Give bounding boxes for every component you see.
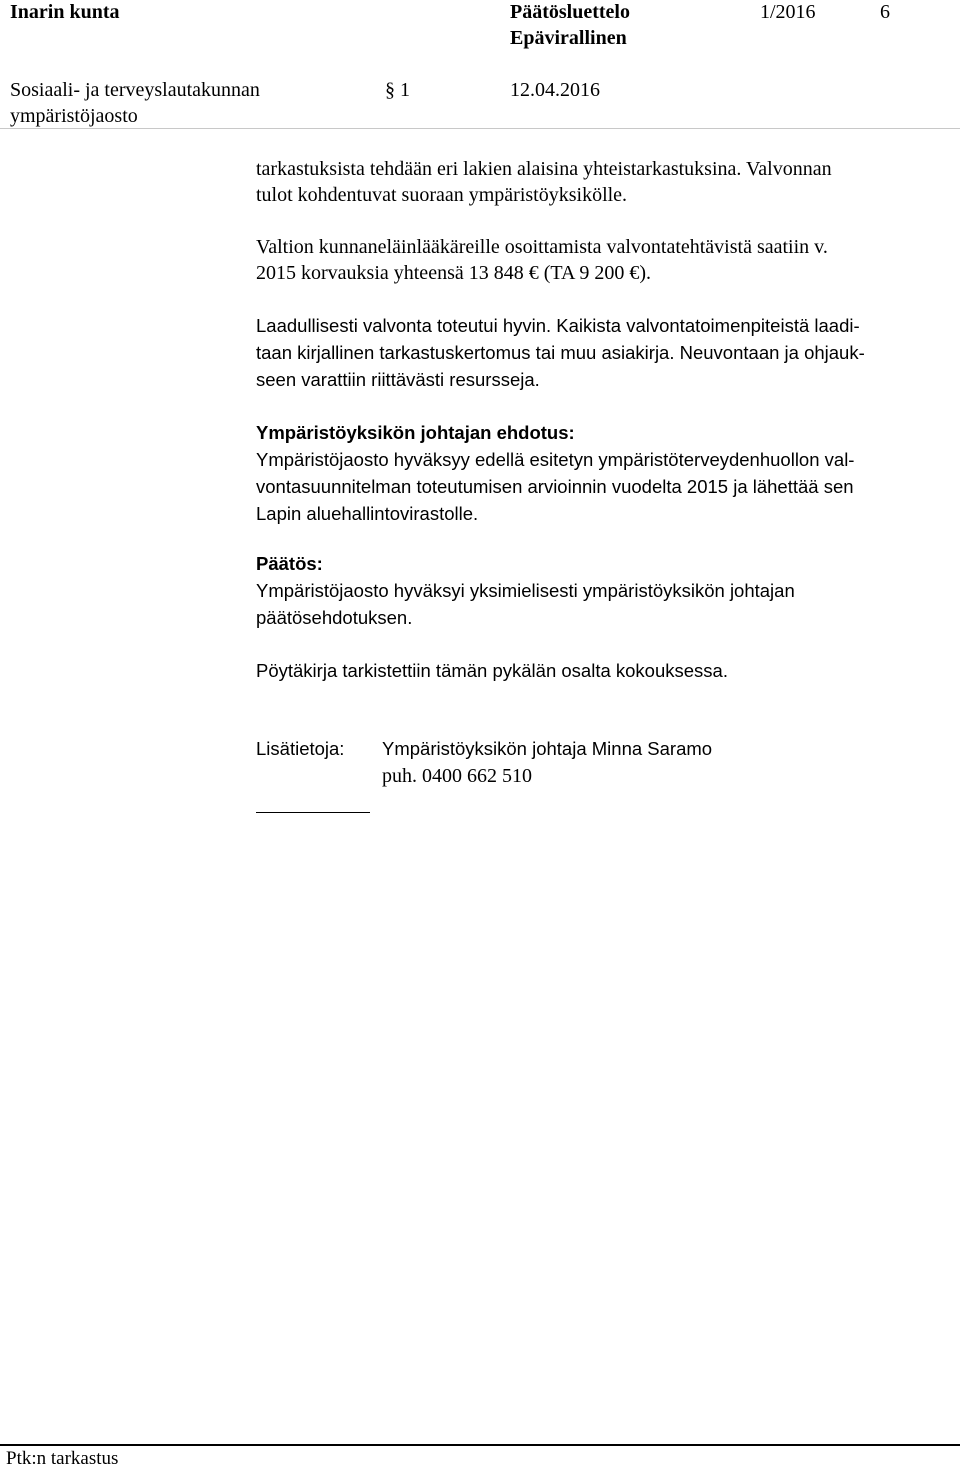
proposal-text xyxy=(256,446,946,527)
info-contact-name: Ympäristöyksikön johtaja Minna Saramo xyxy=(382,738,713,759)
text-line: Ympäristöjaosto hyväksyi yksimielisesti ympäristöyksikön johtajan xyxy=(256,580,795,601)
text-line: 2015 korvauksia yhteensä 13 848 € (TA 9 200 €). xyxy=(256,262,651,284)
decision-text xyxy=(256,577,946,631)
text-line: Valtion kunnaneläinlääkäreille osoittamista valvontatehtävistä saatiin v. xyxy=(256,236,828,258)
footer-rule xyxy=(0,1444,960,1446)
paragraph-quality xyxy=(256,312,946,393)
info-label: Lisätietoja: xyxy=(256,738,345,759)
text-line: vontasuunnitelman toteutumisen arvioinnin vuodelta 2015 ja lähettää sen xyxy=(256,476,854,497)
text-line: tarkastuksista tehdään eri lakien alaisina yhteistarkastuksina. Valvonnan xyxy=(256,158,832,180)
text-line: Lapin aluehallintovirastolle. xyxy=(256,503,479,524)
text-line: taan kirjallinen tarkastuskertomus tai muu asiakirja. Neuvontaan ja ohjauk- xyxy=(256,342,865,363)
header-rule xyxy=(0,128,960,129)
minutes-check-text: Pöytäkirja tarkistettiin tämän pykälän osalta kokouksessa. xyxy=(256,660,728,681)
decision-heading: Päätös: xyxy=(256,553,323,574)
board-name-line2: ympäristöjaosto xyxy=(10,105,138,127)
separator-line xyxy=(256,812,370,813)
text-line: tulot kohdentuvat suoraan ympäristöyksikölle. xyxy=(256,184,628,206)
text-line: Ympäristöjaosto hyväksyy edellä esitetyn ympäristöterveydenhuollon val- xyxy=(256,449,855,470)
meeting-date: 12.04.2016 xyxy=(510,79,600,101)
municipality-name: Inarin kunta xyxy=(10,1,120,23)
footer-label: Ptk:n tarkastus xyxy=(6,1448,119,1469)
document-status: Epävirallinen xyxy=(510,27,627,49)
page-number: 6 xyxy=(880,1,890,23)
document-type: Päätösluettelo xyxy=(510,1,630,23)
proposal-heading: Ympäristöyksikön johtajan ehdotus: xyxy=(256,422,575,443)
board-name-line1: Sosiaali- ja terveyslautakunnan xyxy=(10,79,260,101)
text-line: seen varattiin riittävästi resursseja. xyxy=(256,369,540,390)
text-line: päätösehdotuksen. xyxy=(256,607,413,628)
paragraph-compensation xyxy=(256,234,946,286)
paragraph-inspections xyxy=(256,156,946,208)
section-mark: § 1 xyxy=(385,79,410,101)
text-line: Laadullisesti valvonta toteutui hyvin. Kaikista valvontatoimenpiteistä laadi- xyxy=(256,315,860,336)
info-contact-phone: puh. 0400 662 510 xyxy=(382,765,532,787)
issue-number: 1/2016 xyxy=(760,1,816,23)
